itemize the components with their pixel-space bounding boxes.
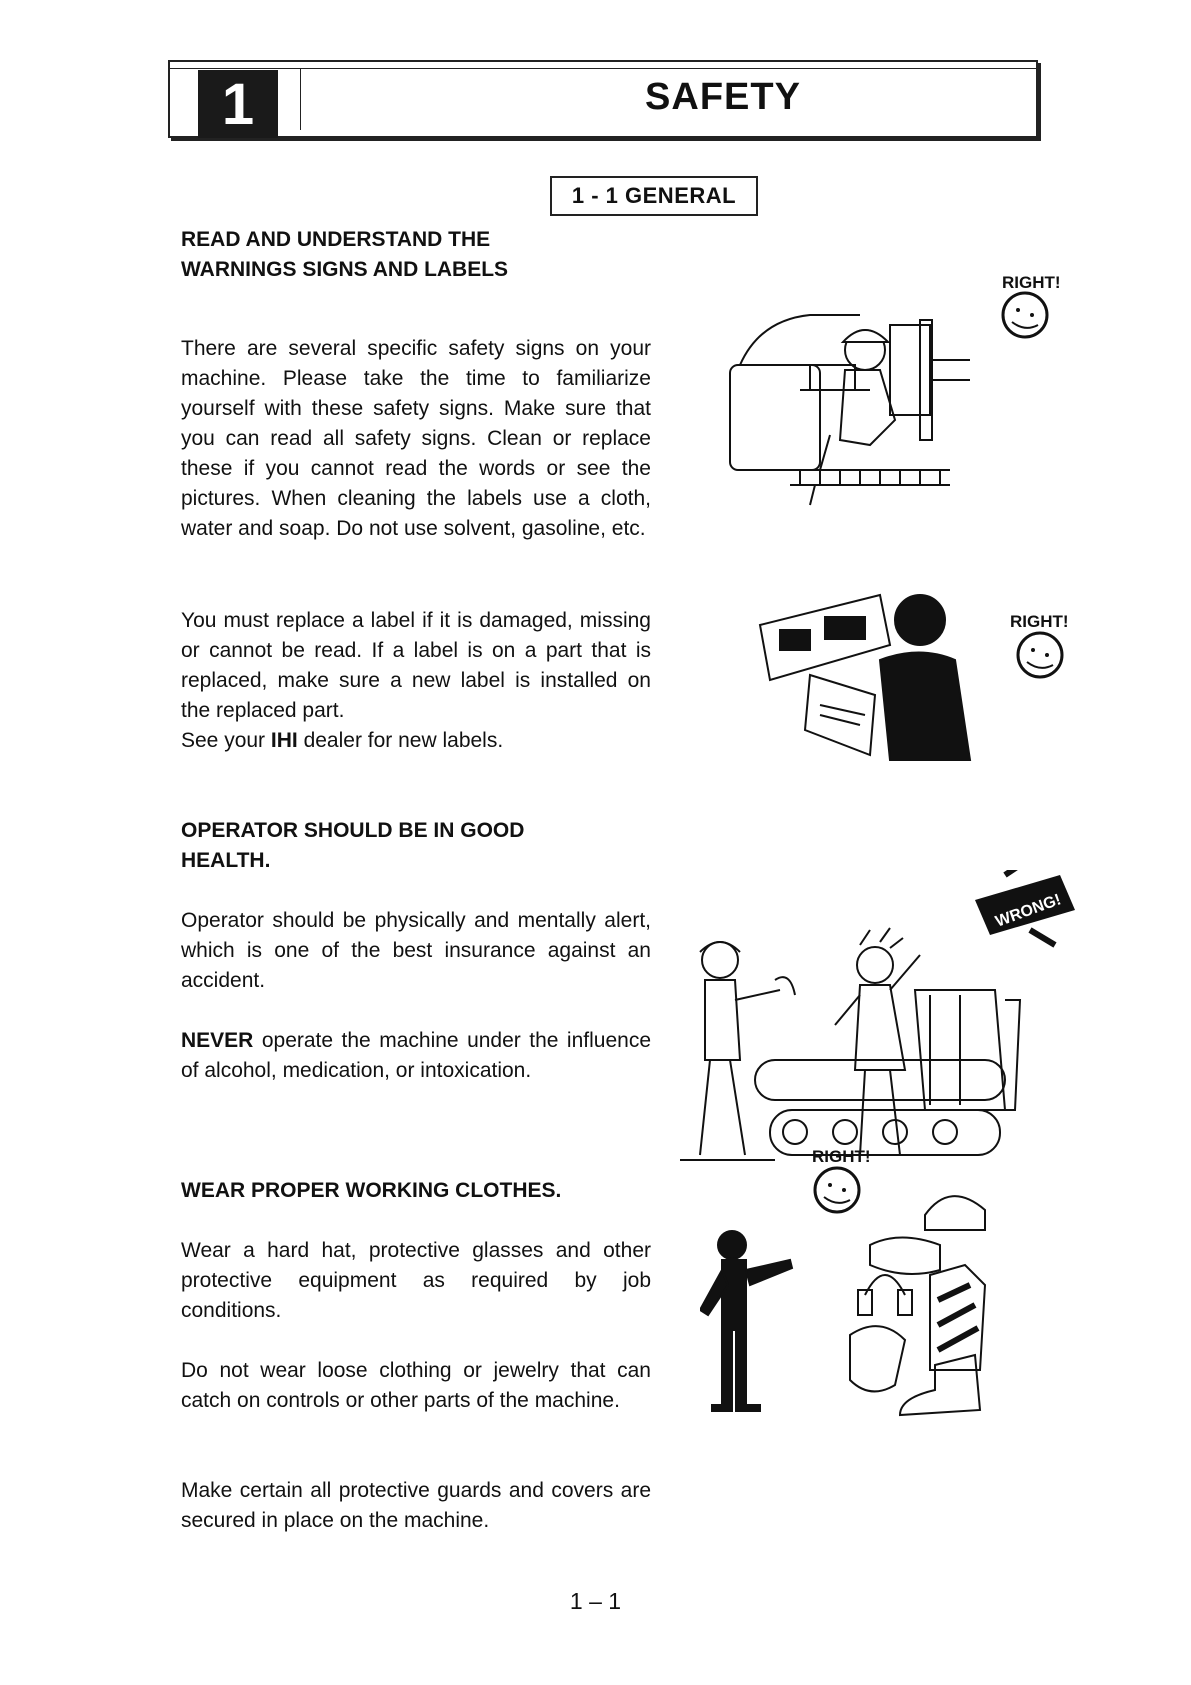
- health-never: NEVER: [181, 1029, 254, 1052]
- operator-cab-illustration: [720, 270, 1070, 510]
- labels-heading: [181, 225, 508, 285]
- health-paragraph-1: Operator should be physically and mentally alert, which is one of the best insurance against an accident.: [181, 909, 651, 992]
- glove-icon: [850, 1326, 905, 1391]
- right-smiley-icon: [815, 1168, 859, 1212]
- health-wrong-illustration: [675, 870, 1075, 1170]
- chapter-header: [168, 60, 1038, 138]
- labels-p3-suffix: dealer for new labels.: [297, 729, 504, 752]
- health-wrong-badge: WRONG!: [993, 891, 1064, 931]
- operator-right-badge: RIGHT!: [1002, 273, 1061, 292]
- labels-p3-prefix: See your: [181, 729, 271, 752]
- health-heading-line1: OPERATOR SHOULD BE IN GOOD: [181, 819, 525, 842]
- clothes-paragraph-2: Do not wear loose clothing or jewelry that can catch on controls or other parts of the machine.: [181, 1359, 651, 1412]
- labels-heading-line2: WARNINGS SIGNS AND LABELS: [181, 258, 509, 281]
- chapter-title: SAFETY: [645, 76, 801, 118]
- protective-gear-illustration: [700, 1140, 1060, 1430]
- label-manual-illustration: [750, 585, 1080, 765]
- section-title: 1 - 1 GENERAL: [550, 176, 758, 216]
- labels-right-badge: RIGHT!: [1010, 612, 1069, 631]
- clothes-heading: WEAR PROPER WORKING CLOTHES.: [181, 1179, 562, 1202]
- boot-icon: [900, 1355, 980, 1415]
- labels-paragraph-3: [181, 726, 651, 756]
- labels-p3-dealer: IHI: [270, 729, 298, 752]
- hard-hat-icon: [925, 1196, 985, 1230]
- worker-figure: [700, 1231, 792, 1411]
- clothes-right-badge: RIGHT!: [812, 1147, 871, 1166]
- labels-paragraph-2: You must replace a label if it is damaged, missing or cannot be read. If a label is on a part that is replaced, make sure a new label is installed on the replaced part.: [181, 609, 651, 722]
- health-heading: [181, 816, 524, 876]
- right-smiley-icon: [1003, 293, 1047, 337]
- clothes-paragraph-1: Wear a hard hat, protective glasses and other protective equipment as required by job conditions.: [181, 1239, 651, 1322]
- health-heading-line2: HEALTH.: [181, 849, 271, 872]
- page-number: 1 – 1: [569, 1588, 622, 1614]
- labels-paragraph-1: There are several specific safety signs on your machine. Please take the time to familiarize yourself with these safety signs. Make sure that you can read all safety signs. Clean or replace these if you cannot read the words or see the pictures. When cleaning the labels use a cloth, water and soap. Do not use solvent, gasoline, etc.: [181, 337, 651, 540]
- labels-heading-line1: READ AND UNDERSTAND THE: [181, 228, 491, 251]
- right-smiley-icon: [1018, 633, 1062, 677]
- goggles-icon: [870, 1238, 940, 1275]
- clothes-paragraph-3: Make certain all protective guards and covers are secured in place on the machine.: [181, 1479, 651, 1532]
- ear-muffs-icon: [858, 1275, 912, 1315]
- health-paragraph-2: [181, 1026, 651, 1086]
- health-p2-rest: operate the machine under the influence of alcohol, medication, or intoxication.: [181, 1029, 651, 1082]
- chapter-number: 1: [198, 70, 278, 138]
